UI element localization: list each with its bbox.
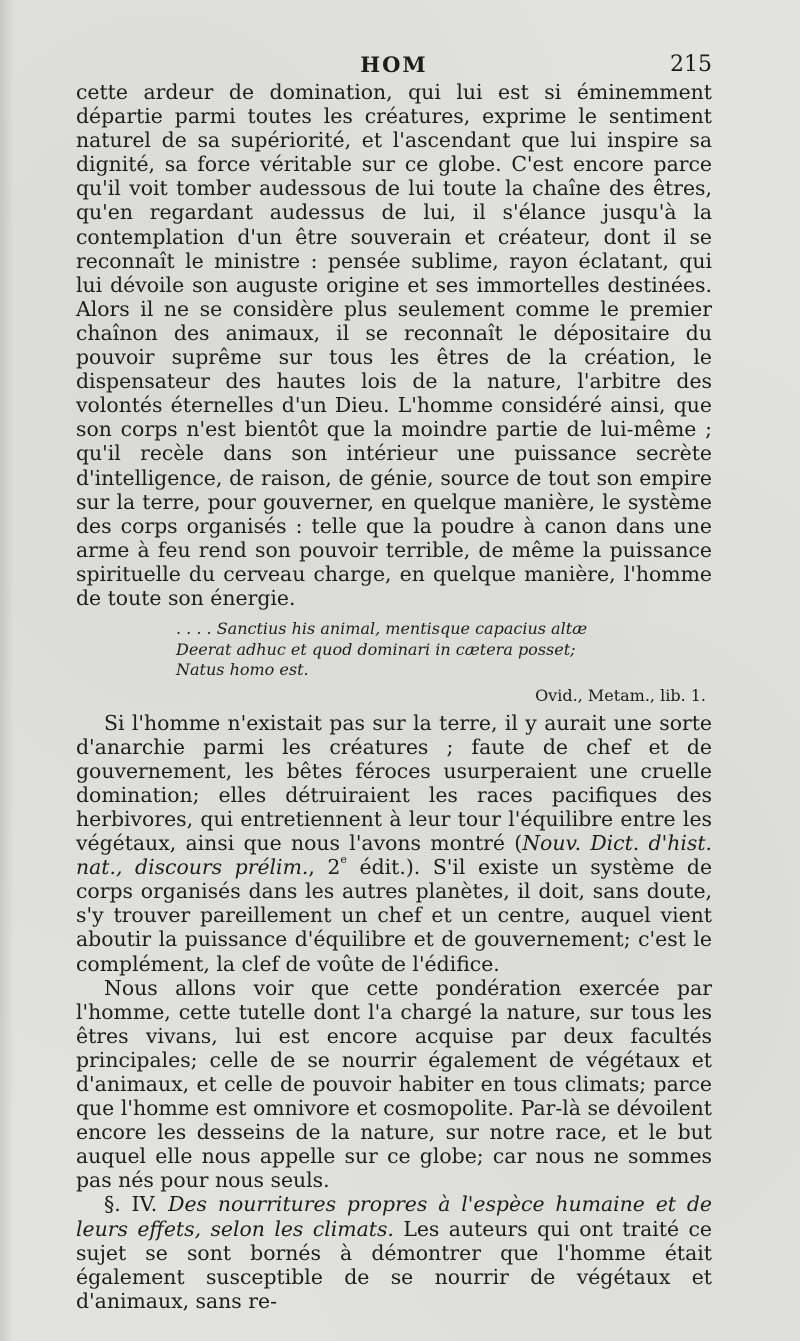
latin-quotation <box>176 619 712 681</box>
section-title: Des nourritures propres à l'espèce humaine et de leurs effets, selon les climats. <box>76 1192 713 1241</box>
dictionary-reference: Nouv. Dict. d'hist. nat., discours prélim. <box>76 831 713 880</box>
quote-line-2: Deerat adhuc et quod dominari in cætera posset; <box>176 639 576 659</box>
edition-superscript: e <box>340 853 347 867</box>
paragraph-section-iv <box>76 1192 712 1312</box>
paragraph-anarchy <box>76 711 712 976</box>
body-text <box>76 80 712 1313</box>
paragraph-continuation: cette ardeur de domination, qui lui est si éminemment départie parmi toutes les créatures, exprime le sentiment naturel de sa supériorité, et l'ascendant que lui inspire sa dignité, sa force véritable sur ce globe. C'est encore parce qu'il voit tomber audessous de lui toute la chaîne des êtres, qu'en regardant audessus de lui, il s'élance jusqu'à la contemplation d'un être souverain et créateur, dont il se reconnaît le ministre : pensée sublime, rayon éclatant, qui lui dévoile son auguste origine et ses immortelles destinées. Alors il ne se considère plus seulement comme le premier chaînon des animaux, il se reconnaît le dépositaire du pouvoir suprême sur tous les êtres de la création, le dispensateur des hautes lois de la nature, l'arbitre des volontés éternelles d'un Dieu. L'homme considéré ainsi, que son corps n'est bientôt que la moindre partie de lui-même ; qu'il recèle dans son intérieur une puissance secrète d'intelligence, de raison, de génie, source de tout son empire sur la terre, pour gouverner, en quelque manière, le système des corps organisés : telle que la poudre à canon dans une arme à feu rend son pouvoir terrible, de même la puissance spirituelle du cerveau charge, en quelque manière, l'homme de toute son énergie. <box>76 80 712 610</box>
paragraph-anarchy-text-c: édit.). S'il existe un système de corps organisés dans les autres planètes, il doit, sans doute, s'y trouver pareillement un chef et un centre, auquel vient aboutir la puissance d'équilibre et de gouvernement; c'est le complément, la clef de voûte de l'édifice. <box>76 855 713 976</box>
paragraph-anarchy-text-a: Si l'homme n'existait pas sur la terre, il y aurait une sorte d'anarchie parmi les créatures ; faute de chef et de gouvernement, les bêtes féroces usurperaient une cruelle domination; elles détruiraient les races pacifiques des herbivores, qui entretiennent à leur tour l'équilibre entre les végétaux, ainsi que nous l'avons montré ( <box>76 710 712 856</box>
quote-line-1: . . . . Sanctius his animal, mentisque capacius altæ <box>176 619 588 639</box>
running-head: HOM <box>360 52 428 77</box>
quote-citation: Ovid., Metam., lib. 1. <box>535 685 706 705</box>
paragraph-anarchy-text-b: , 2 <box>308 855 341 880</box>
section-number: §. IV. <box>104 1192 158 1217</box>
section-text: Les auteurs qui ont traité ce sujet se sont bornés à démontrer que l'homme était également susceptible de se nourrir de végétaux et d'animaux, sans re- <box>76 1216 712 1313</box>
quote-line-3: Natus homo est. <box>176 660 309 680</box>
page-number: 215 <box>670 52 712 77</box>
paragraph-ponderation: Nous allons voir que cette pondération exercée par l'homme, cette tutelle dont l'a chargé la nature, sur tous les êtres vivans, lui est encore acquise par deux facultés principales; celle de se nourrir également de végétaux et d'animaux, et celle de pouvoir habiter en tous climats; parce que l'homme est omnivore et cosmopolite. Par-là se dévoilent encore les desseins de la nature, sur notre race, et le but auquel elle nous appelle sur ce globe; car nous ne sommes pas nés pour nous seuls. <box>76 975 712 1193</box>
